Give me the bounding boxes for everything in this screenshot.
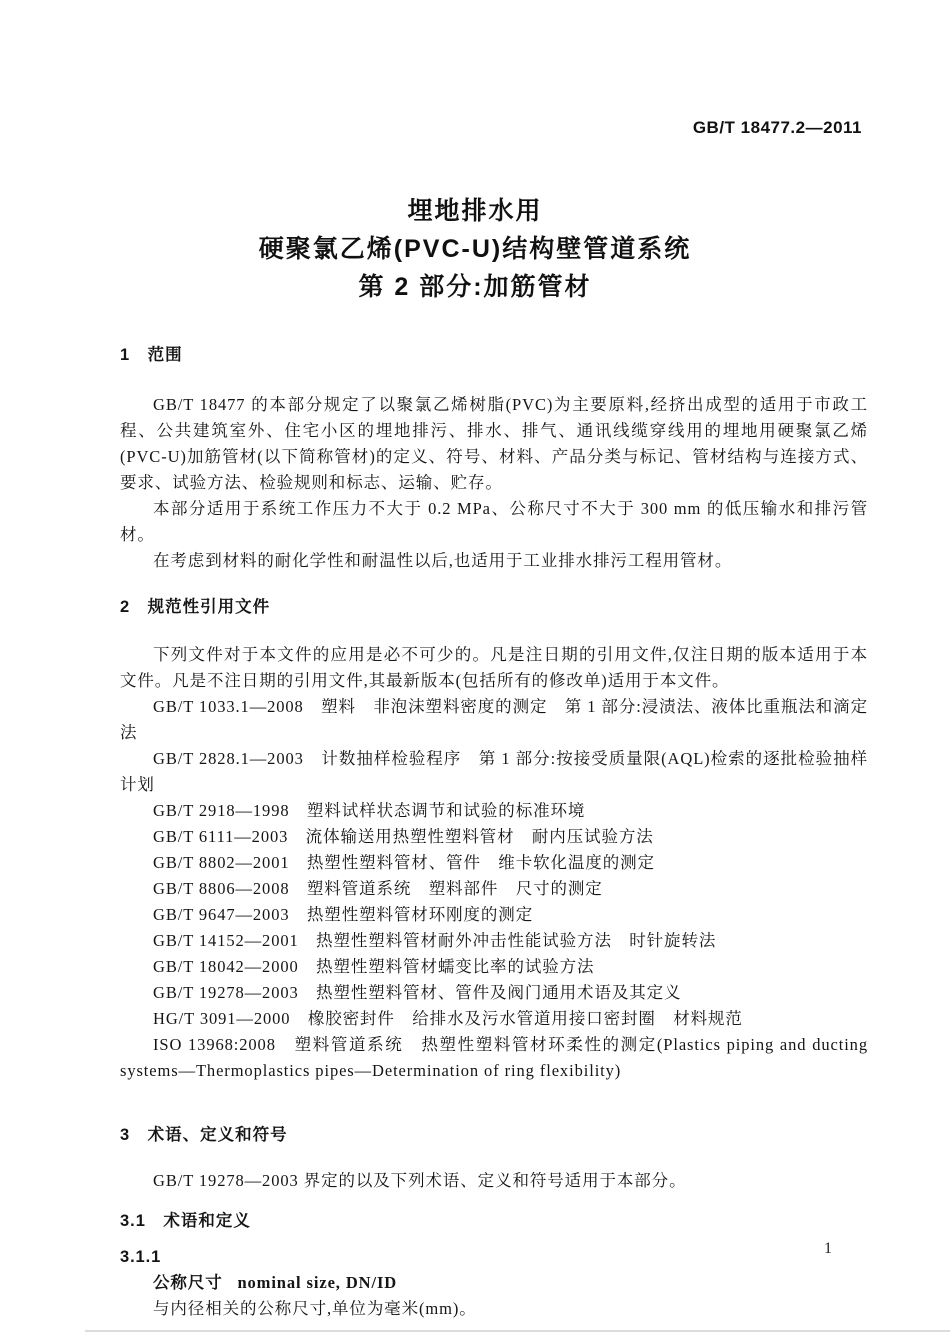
standard-number: GB/T 18477.2—2011 bbox=[692, 118, 862, 137]
section-1-paragraph-1: GB/T 18477 的本部分规定了以聚氯乙烯树脂(PVC)为主要原料,经挤出成型的适用于市政工程、公共建筑室外、住宅小区的埋地排污、排水、排气、通讯线缆穿线用的埋地用硬聚氯乙烯(PVC-U)加筋管材(以下简称管材)的定义、符号、材料、产品分类与标记、管材结构与连接方式、要求、试验方法、检验规则和标志、运输、贮存。 bbox=[120, 395, 868, 492]
term-definition: 与内径相关的公称尺寸,单位为毫米(mm)。 bbox=[153, 1299, 477, 1318]
section-1-paragraph-3: 在考虑到材料的耐化学性和耐温性以后,也适用于工业排水排污工程用管材。 bbox=[153, 551, 733, 570]
reference-item: GB/T 2918—1998 塑料试样状态调节和试验的标准环境 bbox=[153, 801, 586, 820]
section-1-heading: 1 范围 bbox=[120, 346, 183, 364]
title-line-1: 埋地排水用 bbox=[407, 197, 543, 225]
reference-item: GB/T 2828.1—2003 计数抽样检验程序 第 1 部分:按接受质量限(AQL)检索的逐批检验抽样计划 bbox=[120, 749, 868, 794]
document-title bbox=[0, 192, 950, 306]
document-body bbox=[120, 336, 868, 1322]
term-name-chinese: 公称尺寸 bbox=[153, 1274, 223, 1292]
term-name-english: nominal size, DN/ID bbox=[237, 1273, 398, 1292]
reference-item: GB/T 8806—2008 塑料管道系统 塑料部件 尺寸的测定 bbox=[153, 879, 603, 898]
term-entry bbox=[120, 1270, 868, 1296]
scan-edge-artifact bbox=[85, 1330, 950, 1332]
reference-item: GB/T 14152—2001 热塑性塑料管材耐外冲击性能试验方法 时针旋转法 bbox=[153, 931, 717, 950]
page-number: 1 bbox=[824, 1240, 832, 1257]
reference-item: GB/T 8802—2001 热塑性塑料管材、管件 维卡软化温度的测定 bbox=[153, 853, 655, 872]
reference-item: GB/T 19278—2003 热塑性塑料管材、管件及阀门通用术语及其定义 bbox=[153, 983, 682, 1002]
reference-item: GB/T 9647—2003 热塑性塑料管材环刚度的测定 bbox=[153, 905, 534, 924]
reference-item: GB/T 1033.1—2008 塑料 非泡沫塑料密度的测定 第 1 部分:浸渍法、液体比重瓶法和滴定法 bbox=[120, 697, 868, 742]
section-2-intro: 下列文件对于本文件的应用是必不可少的。凡是注日期的引用文件,仅注日期的版本适用于本文件。凡是不注日期的引用文件,其最新版本(包括所有的修改单)适用于本文件。 bbox=[120, 645, 868, 690]
reference-item: GB/T 18042—2000 热塑性塑料管材蠕变比率的试验方法 bbox=[153, 957, 595, 976]
reference-item: GB/T 6111—2003 流体输送用热塑性塑料管材 耐内压试验方法 bbox=[153, 827, 654, 846]
term-number: 3.1.1 bbox=[120, 1248, 162, 1266]
reference-item: HG/T 3091—2000 橡胶密封件 给排水及污水管道用接口密封圈 材料规范 bbox=[153, 1009, 743, 1028]
section-3-1-heading: 3.1 术语和定义 bbox=[120, 1212, 251, 1230]
title-line-2: 硬聚氯乙烯(PVC-U)结构壁管道系统 bbox=[258, 235, 692, 263]
section-3-intro: GB/T 19278—2003 界定的以及下列术语、定义和符号适用于本部分。 bbox=[153, 1171, 687, 1190]
section-1-paragraph-2: 本部分适用于系统工作压力不大于 0.2 MPa、公称尺寸不大于 300 mm 的低压输水和排污管材。 bbox=[120, 499, 868, 544]
reference-item: ISO 13968:2008 塑料管道系统 热塑性塑料管材环柔性的测定(Plastics piping and ducting systems—Thermoplastics pipes—Determination of ring flexibility) bbox=[120, 1035, 868, 1080]
title-line-3: 第 2 部分:加筋管材 bbox=[358, 273, 592, 301]
section-3-heading: 3 术语、定义和符号 bbox=[120, 1126, 288, 1144]
section-2-heading: 2 规范性引用文件 bbox=[120, 598, 271, 616]
